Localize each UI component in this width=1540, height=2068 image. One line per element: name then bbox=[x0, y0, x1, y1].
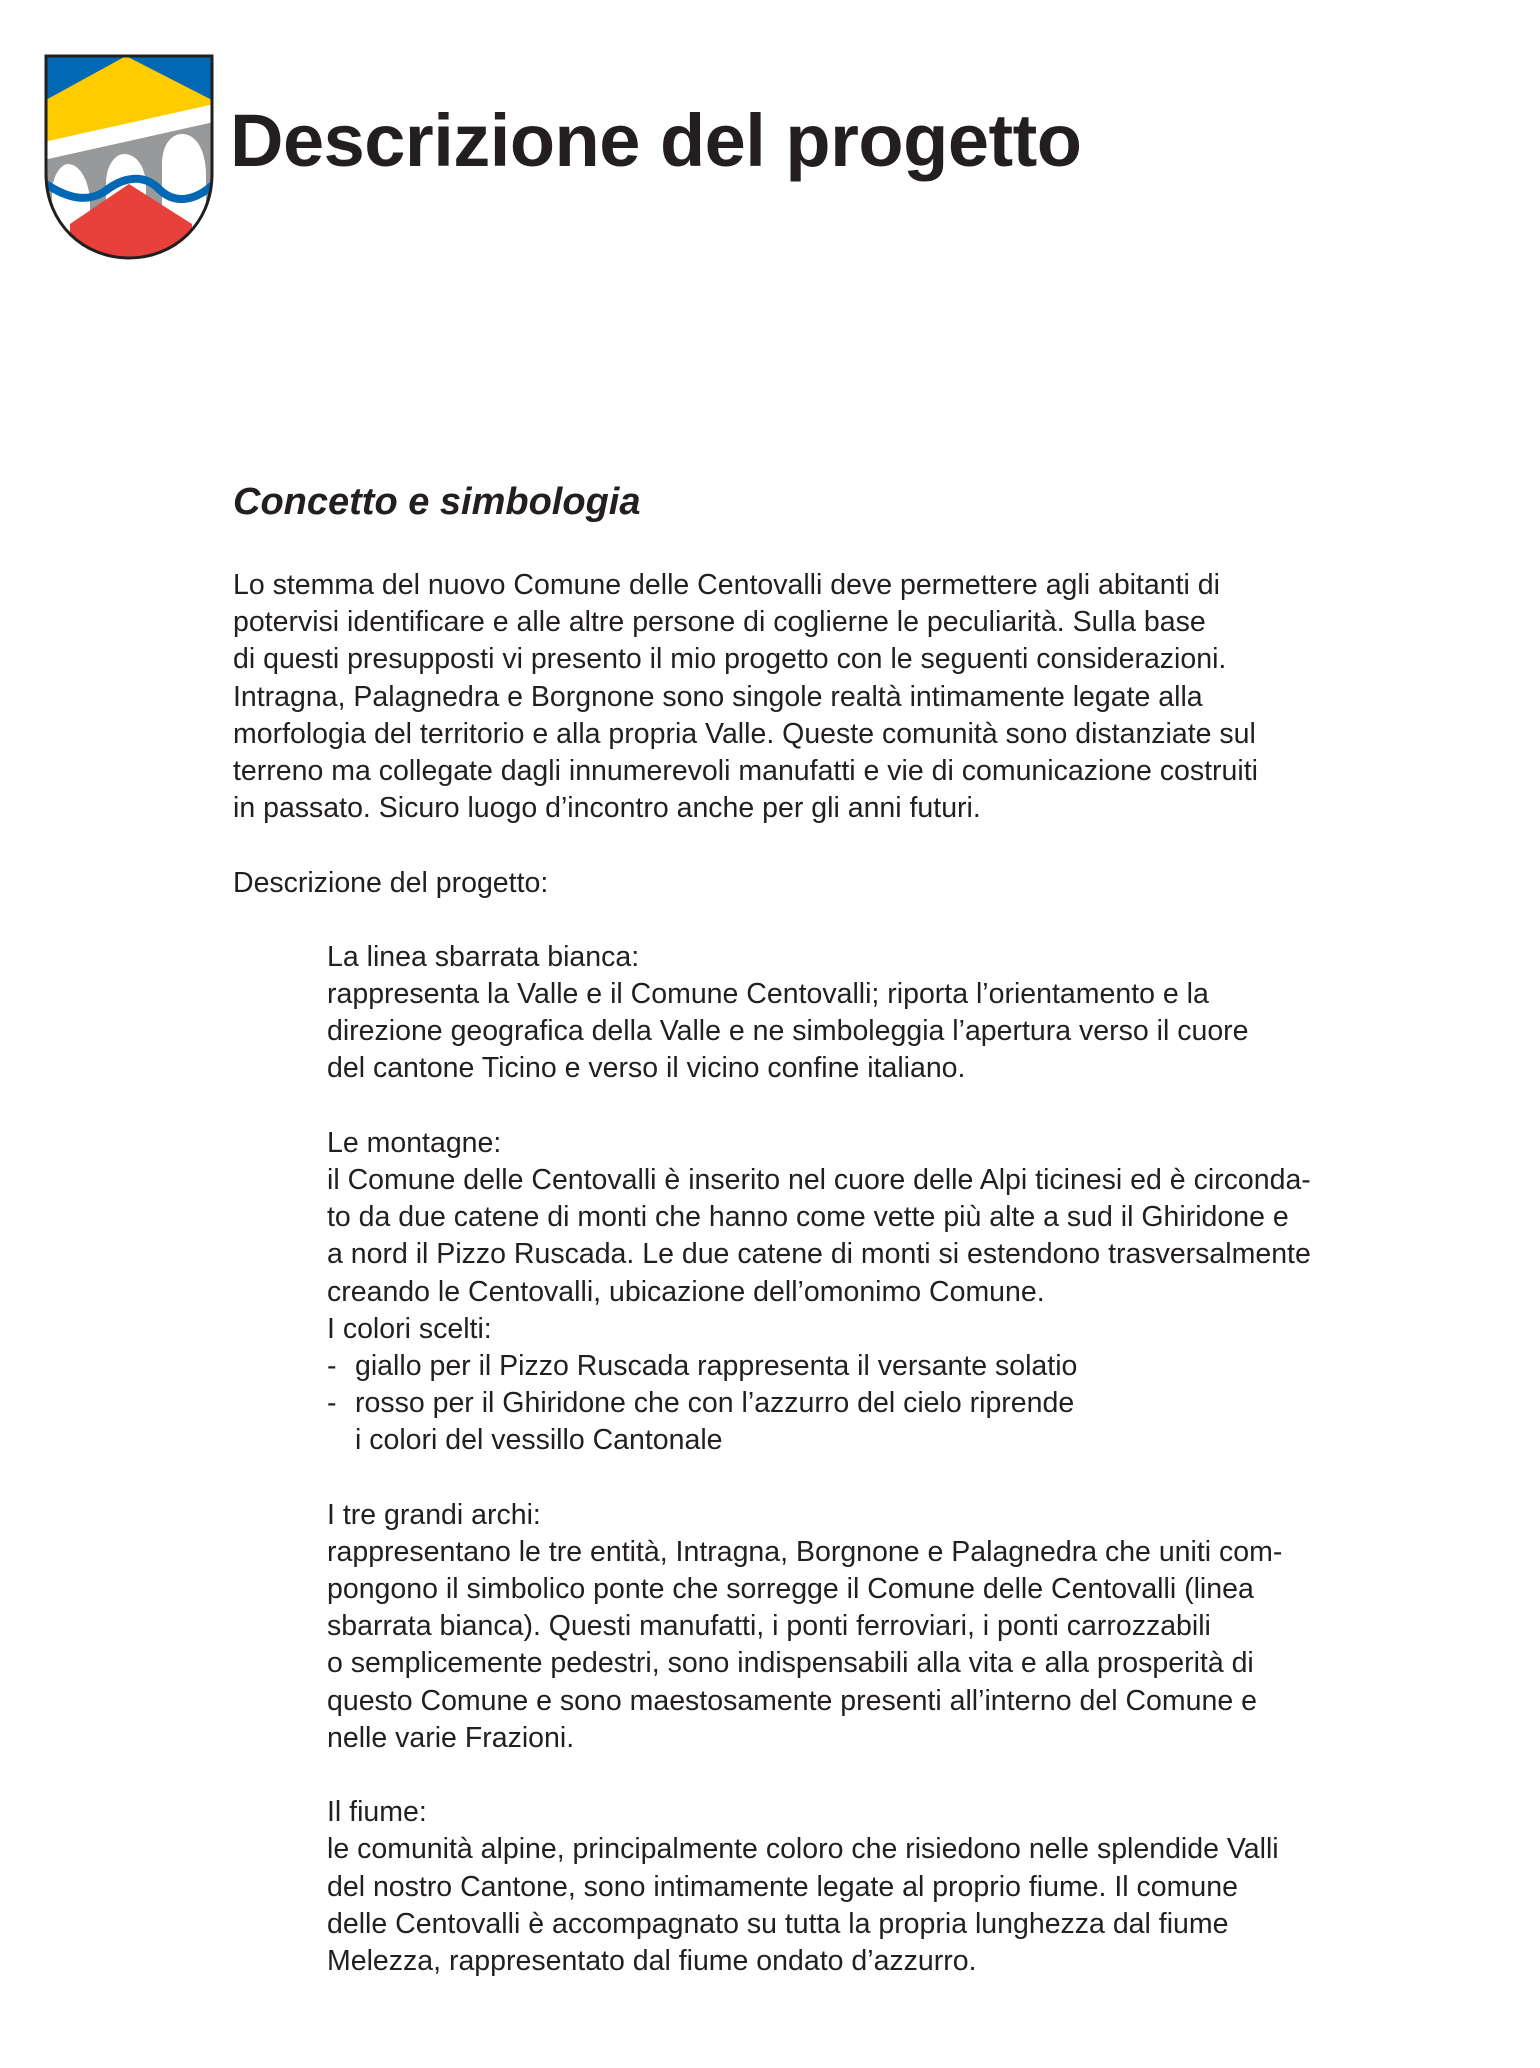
item-line: questo Comune e sono maestosamente presenti all’interno del Comune e bbox=[327, 1684, 1257, 1717]
item-line: le comunità alpine, principalmente coloro che risiedono nelle splendide Valli bbox=[327, 1833, 1279, 1866]
item-line: rappresenta la Valle e il Comune Centovalli; riporta l’orientamento e la bbox=[327, 978, 1209, 1011]
item-mountains bbox=[233, 1125, 1473, 1460]
bullet-text: giallo per il Pizzo Ruscada rappresenta il versante solatio bbox=[355, 1349, 1078, 1382]
spacer bbox=[233, 1460, 1473, 1497]
bullet-text: rosso per il Ghiridone che con l’azzurro del cielo riprende bbox=[355, 1387, 1075, 1420]
intro-line: di questi presupposti vi presento il mio progetto con le seguenti considerazioni. bbox=[233, 643, 1227, 676]
item-label: Il fiume: bbox=[327, 1796, 427, 1829]
page-title: Descrizione del progetto bbox=[230, 99, 1082, 182]
item-line: delle Centovalli è accompagnato su tutta la propria lunghezza dal fiume bbox=[327, 1907, 1229, 1940]
bullet-dash: - bbox=[327, 1349, 337, 1382]
spacer bbox=[233, 902, 1473, 939]
spacer bbox=[233, 827, 1473, 864]
item-line: pongono il simbolico ponte che sorregge il Comune delle Centovalli (linea bbox=[327, 1573, 1254, 1606]
item-line: nelle varie Frazioni. bbox=[327, 1721, 575, 1754]
item-label: Le montagne: bbox=[327, 1126, 502, 1159]
intro-line: in passato. Sicuro luogo d’incontro anche per gli anni futuri. bbox=[233, 792, 981, 825]
bullet-item-red bbox=[327, 1385, 1473, 1422]
item-line: il Comune delle Centovalli è inserito nel cuore delle Alpi ticinesi ed è circonda- bbox=[327, 1164, 1311, 1196]
spacer bbox=[233, 1757, 1473, 1794]
item-arches bbox=[233, 1497, 1473, 1757]
description-label: Descrizione del progetto: bbox=[233, 866, 549, 899]
intro-line: morfologia del territorio e alla propria Valle. Queste comunità sono distanziate sul bbox=[233, 717, 1256, 750]
colors-label: I colori scelti: bbox=[327, 1312, 492, 1345]
spacer bbox=[233, 1088, 1473, 1125]
item-line: del cantone Ticino e verso il vicino confine italiano. bbox=[327, 1052, 966, 1085]
item-label: La linea sbarrata bianca: bbox=[327, 940, 640, 973]
item-label: I tre grandi archi: bbox=[327, 1498, 541, 1531]
intro-line: potervisi identificare e alle altre persone di coglierne le peculiarità. Sulla base bbox=[233, 606, 1206, 639]
bullet-dash: - bbox=[327, 1387, 337, 1420]
item-line: del nostro Cantone, sono intimamente legate al proprio fiume. Il comune bbox=[327, 1870, 1238, 1903]
item-line: a nord il Pizzo Ruscada. Le due catene di monti si estendono trasversalmente bbox=[327, 1238, 1311, 1271]
bullet-item-yellow bbox=[327, 1348, 1473, 1385]
item-line: sbarrata bianca). Questi manufatti, i ponti ferroviari, i ponti carrozzabili bbox=[327, 1610, 1211, 1643]
coat-of-arms-logo bbox=[44, 54, 214, 260]
bullet-text-continued: i colori del vessillo Cantonale bbox=[355, 1424, 723, 1457]
item-line: creando le Centovalli, ubicazione dell’omonimo Comune. bbox=[327, 1275, 1045, 1308]
item-river bbox=[233, 1794, 1473, 1980]
item-line: direzione geografica della Valle e ne simboleggia l’apertura verso il cuore bbox=[327, 1015, 1249, 1048]
section-heading: Concetto e simbologia bbox=[233, 481, 641, 523]
intro-line: Intragna, Palagnedra e Borgnone sono singole realtà intimamente legate alla bbox=[233, 680, 1203, 713]
item-line: o semplicemente pedestri, sono indispensabili alla vita e alla prosperità di bbox=[327, 1647, 1254, 1680]
intro-line: terreno ma collegate dagli innumerevoli manufatti e vie di comunicazione costruiti bbox=[233, 754, 1258, 787]
intro-line: Lo stemma del nuovo Comune delle Centovalli deve permettere agli abitanti di bbox=[233, 569, 1220, 601]
item-line: to da due catene di monti che hanno come vette più alte a sud il Ghiridone e bbox=[327, 1201, 1289, 1234]
item-line: Melezza, rappresentato dal fiume ondato d’azzurro. bbox=[327, 1944, 977, 1977]
document-body bbox=[233, 567, 1473, 1980]
item-line: rappresentano le tre entità, Intragna, Borgnone e Palagnedra che uniti com- bbox=[327, 1535, 1283, 1568]
item-white-bar bbox=[233, 939, 1473, 1088]
